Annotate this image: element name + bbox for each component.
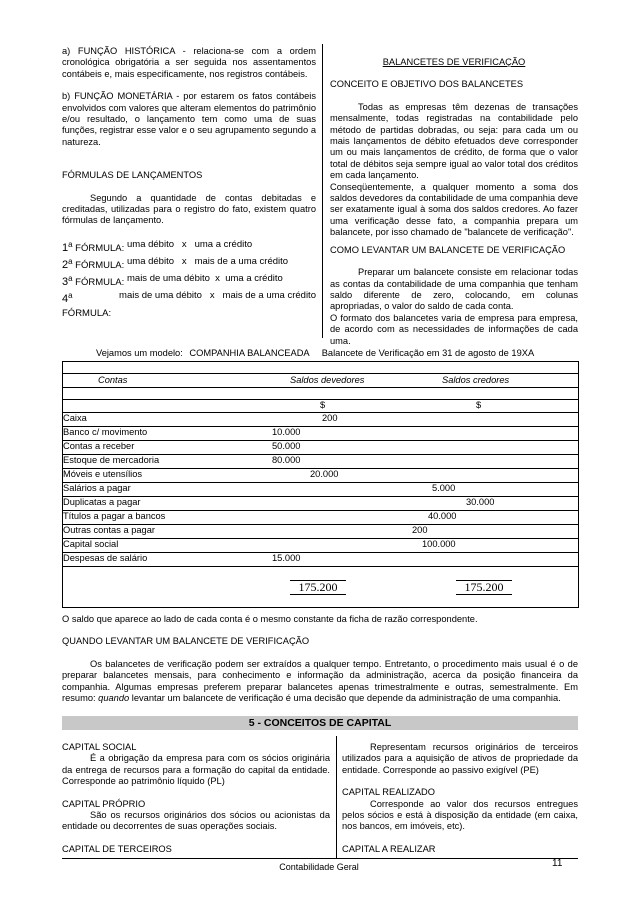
formula-label (62, 255, 127, 272)
formula-number: 3 (62, 276, 69, 289)
funcao-monetaria-paragraph: b) FUNÇÃO MONETÁRIA - por estarem os fatos contábeis envolvidos com valores que alteram elementos do patrimônio e/ou resultado, o lançamento tem como uma de suas funções, registrar esse valor e o seu agrupamento segundo a natureza. (62, 91, 316, 147)
table-row-account: Contas a receber (63, 441, 135, 451)
table-row-value: 10.000 (272, 427, 301, 437)
model-prefix: Vejamos um modelo: (96, 348, 183, 358)
formula-number: 4 (62, 293, 69, 306)
concept-paragraph-1: Todas as empresas têm dezenas de transações mensalmente, todas registradas na contabilidade pelo método de partidas dobradas, ou seja: para cada um ou mais lançamentos de débito efetuados deve corresponder um ou mais lançamentos de crédito, de forma que o valor total de débitos seja sempre igual ao valor total dos créditos em cada lançamento. (330, 101, 578, 181)
header-devedores: Saldos devedores (290, 375, 365, 385)
column-divider-bottom (336, 736, 337, 859)
when-paragraph-emphasis: quando (98, 693, 130, 704)
total-credit: 175.200 (456, 580, 512, 595)
formula-text: mais de uma débito x mais de a uma crédito (119, 290, 316, 302)
right-column (330, 46, 578, 347)
table-row-account: Móveis e utensílios (63, 469, 143, 479)
table-total-right-border (578, 569, 579, 607)
formula-label (62, 289, 119, 319)
when-title: QUANDO LEVANTAR UM BALANCETE DE VERIFICAÇÃO (62, 636, 310, 647)
total-debit: 175.200 (290, 580, 346, 595)
formula-line (62, 272, 316, 289)
currency-credit: $ (476, 400, 482, 410)
table-rule-2 (62, 387, 579, 388)
table-row-rule (62, 412, 579, 413)
capital-proprio-text: São os recursos originários dos sócios ou acionistas da entidade ou decorrentes de suas operações sociais. (62, 810, 330, 832)
formula-list (62, 238, 316, 320)
capital-social-title: CAPITAL SOCIAL (62, 742, 137, 752)
column-divider-top (322, 44, 323, 338)
formula-text: uma débito x uma a crédito (127, 238, 253, 250)
formula-word: FÓRMULA: (62, 307, 112, 319)
capital-realizado-title: CAPITAL REALIZADO (342, 787, 435, 798)
table-row-account: Despesas de salário (63, 553, 148, 563)
funcao-historica-paragraph: a) FUNÇÃO HISTÓRICA - relaciona-se com a ordem cronológica obrigatória a ser seguida nos assentamentos contábeis e, mais especificamente, nos registros contábeis. (62, 46, 316, 79)
table-row-value: 5.000 (432, 483, 456, 493)
table-row-value: 20.000 (310, 469, 339, 479)
formula-ordinal: a (68, 291, 73, 301)
table-row-account: Capital social (63, 539, 119, 549)
footer-center: Contabilidade Geral (279, 862, 359, 872)
balancetes-title: BALANCETES DE VERIFICAÇÃO (382, 57, 526, 67)
formula-number: 1 (62, 242, 69, 255)
formula-line (62, 289, 316, 319)
formula-word: FÓRMULA: (72, 260, 125, 272)
formula-label (62, 272, 127, 289)
capital-right-column (342, 742, 578, 855)
formula-ordinal: a (68, 274, 73, 284)
model-subtitle: Balancete de Verificação em 31 de agosto de 19XA (321, 348, 535, 358)
page-number: 11 (552, 858, 563, 869)
formula-text: mais de uma débito x uma a crédito (127, 273, 283, 285)
table-header-rule (62, 373, 579, 374)
formulas-title: FÓRMULAS DE LANÇAMENTOS (62, 170, 203, 181)
table-row-rule (62, 538, 579, 539)
formula-ordinal: a (68, 239, 73, 249)
table-row-account: Outras contas a pagar (63, 525, 155, 535)
table-total-left-border (62, 569, 63, 607)
table-row-value: 50.000 (272, 441, 301, 451)
concept-paragraph-2: Conseqüentemente, a qualquer momento a soma dos saldos devedores da contabilidade de uma companhia deve ser exatamente igual à soma dos saldos credores. Ao fazer uma verificação desse fato, a companhia prepara um balancete, por isso chamado de "balancete de verificação". (330, 181, 578, 238)
formula-line (62, 255, 316, 272)
table-row-rule (62, 440, 579, 441)
table-row-value: 15.000 (272, 553, 301, 563)
formula-word: FÓRMULA: (72, 243, 125, 255)
table-row-value: 200 (412, 525, 428, 535)
table-row-value: 80.000 (272, 455, 301, 465)
table-row-account: Títulos a pagar a bancos (63, 511, 166, 521)
capital-terceiros-title: CAPITAL DE TERCEIROS (62, 843, 172, 854)
when-paragraph (62, 659, 578, 705)
capital-realizar-title: CAPITAL A REALIZAR (342, 843, 436, 854)
table-row-account: Duplicatas a pagar (63, 497, 141, 507)
footer-rule (62, 858, 578, 859)
model-company: COMPANHIA BALANCEADA (189, 348, 310, 358)
table-row-value: 40.000 (428, 511, 457, 521)
how-paragraph-2: O formato dos balancetes varia de empresa para empresa, de acordo com as necessidades de informações de cada uma. (330, 312, 578, 346)
header-contas: Contas (98, 375, 128, 385)
formula-number: 2 (62, 259, 69, 272)
model-line (96, 348, 534, 359)
formula-word: FÓRMULA: (72, 277, 125, 289)
table-top-rule (62, 361, 579, 362)
table-row-account: Caixa (63, 413, 87, 423)
table-row-account: Salários a pagar (63, 483, 131, 493)
header-credores: Saldos credores (442, 375, 510, 385)
table-last-row-rule (62, 566, 579, 567)
table-bottom-rule (62, 607, 579, 608)
how-title: COMO LEVANTAR UM BALANCETE DE VERIFICAÇÃO (330, 244, 566, 255)
formulas-intro: Segundo a quantidade de contas debitadas e creditadas, utilizadas para o registro do fato, existem quatro fórmulas de lançamento. (62, 192, 316, 226)
how-paragraph-1: Preparar um balancete consiste em relacionar todas as contas da contabilidade de uma companhia que tenham saldo diferente de zero, colocando, em colunas apropriadas, o valor do saldo de cada conta. (330, 267, 578, 312)
capital-realizado-text: Corresponde ao valor dos recursos entregues pelos sócios e está à disposição da entidade (em caixa, nos bancos, em imóveis, etc). (342, 798, 578, 832)
table-row-value: 200 (322, 413, 338, 423)
formula-text: uma débito x mais de a uma crédito (127, 256, 289, 268)
saldo-note: O saldo que aparece ao lado de cada conta é o mesmo constante da ficha de razão correspondente. (62, 614, 478, 624)
table-row-rule (62, 482, 579, 483)
table-row-account: Banco c/ movimento (63, 427, 148, 437)
section-conceitos-capital: 5 - CONCEITOS DE CAPITAL (62, 716, 578, 730)
formula-label (62, 238, 127, 255)
after-table-text (62, 614, 578, 704)
capital-left-column (62, 742, 330, 855)
table-row-value: 100.000 (422, 539, 456, 549)
when-paragraph-end: levantar um balancete de verificação é uma decisão que depende da administração de uma companhia. (129, 693, 561, 704)
currency-debit: $ (320, 400, 326, 410)
left-column (62, 46, 316, 320)
capital-proprio-title: CAPITAL PRÓPRIO (62, 798, 146, 809)
formula-ordinal: a (68, 257, 73, 267)
capital-terceiros-text: Representam recursos originários de terceiros utilizados para a aquisição de ativos de propriedade da entidade. Corresponde ao passivo exigível (PE) (342, 742, 578, 775)
formula-line (62, 238, 316, 255)
concept-title: CONCEITO E OBJETIVO DOS BALANCETES (330, 79, 524, 90)
capital-social-text: É a obrigação da empresa para com os sócios originária da entrega de recursos para a formação do capital da entidade. Corresponde ao patrimônio líquido (PL) (62, 753, 330, 787)
when-paragraph-main: Os balancetes de verificação podem ser extraídos a qualquer tempo. Entretanto, o procedimento mais usual é o de preparar balancetes mensais, para conhecimento e informação da administração, acerca da posição financeira da companhia. Algumas empresas preferem preparar balancetes apenas trimestralmente e outras, semestralmente. Em resumo: (62, 658, 578, 704)
table-row-account: Estoque de mercadoria (63, 455, 160, 465)
table-row-value: 30.000 (466, 497, 495, 507)
